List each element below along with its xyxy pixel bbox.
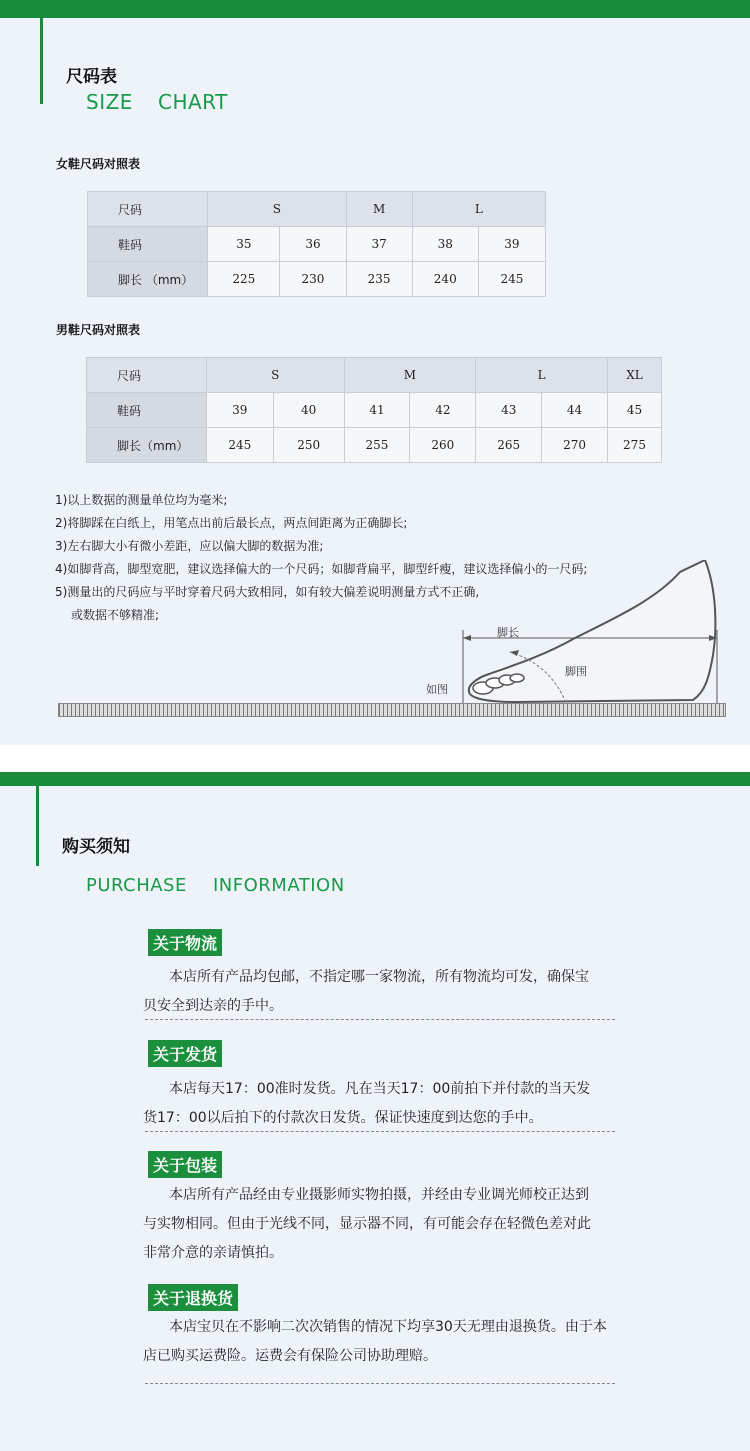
foot-length-cell: 230 (280, 262, 346, 297)
row-label: 尺码 (88, 192, 208, 227)
shoe-code-cell: 39 (206, 393, 273, 428)
paragraph-line: 本店所有产品经由专业摄影师实物拍摄，并经由专业调光师校正达到 (169, 1187, 589, 1203)
men-table-title: 男鞋尺码对照表 (56, 323, 141, 337)
paragraph-line: 本店所有产品均包邮，不指定哪一家物流，所有物流均可发，确保宝 (169, 969, 589, 985)
note-line: 4)如脚背高，脚型宽肥，建议选择偏大的一个尺码；如脚背扁平，脚型纤瘦，建议选择偏小的一尺码; (55, 562, 588, 576)
paragraph-line: 本店宝贝在不影响二次次销售的情况下均享30天无理由退换货。由于本 (169, 1319, 607, 1335)
foot-length-cell: 250 (273, 428, 344, 463)
table-row (88, 192, 546, 227)
paragraph-line: 非常介意的亲请慎拍。 (143, 1245, 283, 1261)
returns-text (143, 1313, 633, 1371)
foot-length-cell: 235 (346, 262, 412, 297)
size-cell: M (346, 192, 412, 227)
foot-length-cell: 270 (542, 428, 608, 463)
row-label: 鞋码 (87, 393, 207, 428)
shoe-code-cell: 41 (344, 393, 410, 428)
row-label: 鞋码 (88, 227, 208, 262)
foot-length-label: 脚长 (497, 626, 519, 639)
foot-length-cell: 245 (206, 428, 273, 463)
row-label: 脚长（mm） (87, 428, 207, 463)
dashed-divider (145, 1019, 615, 1020)
foot-length-cell: 265 (476, 428, 542, 463)
table-row (87, 428, 662, 463)
logistics-text (143, 963, 633, 1021)
foot-length-cell: 275 (608, 428, 662, 463)
dashed-divider (145, 1383, 615, 1384)
section-divider (0, 745, 750, 772)
paragraph-line: 与实物相同。但由于光线不同，显示器不同，有可能会存在轻微色差对此 (143, 1216, 591, 1232)
logistics-tag: 关于物流 (148, 929, 222, 956)
purchase-title-cn: 购买须知 (62, 837, 130, 857)
size-title-en-1: SIZE (86, 90, 133, 114)
paragraph-line: 店已购买运费险。运费会有保险公司协助理赔。 (143, 1348, 437, 1364)
foot-length-cell: 225 (208, 262, 280, 297)
size-cell: XL (608, 358, 662, 393)
shoe-code-cell: 45 (608, 393, 662, 428)
men-size-table (86, 357, 662, 463)
table-row (87, 358, 662, 393)
top-green-bar (0, 0, 750, 18)
purchase-title-en-1: PURCHASE (86, 875, 187, 896)
shoe-code-cell: 44 (542, 393, 608, 428)
shoe-code-cell: 37 (346, 227, 412, 262)
table-row (87, 393, 662, 428)
row-label: 尺码 (87, 358, 207, 393)
shoe-code-cell: 36 (280, 227, 346, 262)
size-title-en-2: CHART (158, 90, 228, 114)
shoe-code-cell: 42 (410, 393, 476, 428)
size-cell: M (344, 358, 476, 393)
foot-length-cell: 255 (344, 428, 410, 463)
table-row (88, 227, 546, 262)
paragraph-line: 贝安全到达亲的手中。 (143, 998, 283, 1014)
purchase-title-en-2: INFORMATION (213, 875, 345, 896)
foot-length-cell: 240 (412, 262, 478, 297)
shoe-code-cell: 43 (476, 393, 542, 428)
size-title-cn: 尺码表 (66, 67, 117, 87)
shoe-code-cell: 40 (273, 393, 344, 428)
note-line: 2)将脚踩在白纸上，用笔点出前后最长点，两点间距离为正确脚长; (55, 516, 408, 530)
size-cell: L (412, 192, 545, 227)
shoe-code-cell: 35 (208, 227, 280, 262)
foot-length-cell: 245 (478, 262, 545, 297)
women-size-table (87, 191, 546, 297)
shipping-tag: 关于发货 (148, 1040, 222, 1067)
paragraph-line: 货17：00以后拍下的付款次日发货。保证快速度到达您的手中。 (143, 1110, 543, 1126)
returns-tag: 关于退换货 (148, 1284, 238, 1311)
foot-length-cell: 260 (410, 428, 476, 463)
section-green-bar (0, 772, 750, 786)
as-shown-label: 如图 (426, 683, 448, 696)
note-line: 或数据不够精准; (71, 608, 160, 622)
foot-girth-label: 脚围 (565, 665, 587, 678)
note-line: 5)测量出的尺码应与平时穿着尺码大致相同，如有较大偏差说明测量方式不正确, (55, 585, 480, 599)
shoe-code-cell: 39 (478, 227, 545, 262)
shipping-text (143, 1075, 633, 1133)
women-table-title: 女鞋尺码对照表 (56, 157, 141, 171)
size-cell: S (208, 192, 346, 227)
accent-vertical-line (36, 786, 39, 866)
shoe-code-cell: 38 (412, 227, 478, 262)
note-line: 3)左右脚大小有微小差距，应以偏大脚的数据为准; (55, 539, 324, 553)
accent-vertical-line (40, 18, 43, 104)
ruler (58, 703, 726, 717)
row-label: 脚长 （mm） (88, 262, 208, 297)
packaging-tag: 关于包装 (148, 1151, 222, 1178)
note-line: 1)以上数据的测量单位均为毫米; (55, 493, 228, 507)
packaging-text (143, 1181, 633, 1268)
size-cell: S (206, 358, 344, 393)
size-cell: L (476, 358, 608, 393)
dashed-divider (145, 1131, 615, 1132)
table-row (88, 262, 546, 297)
paragraph-line: 本店每天17：00准时发货。凡在当天17：00前拍下并付款的当天发 (169, 1081, 591, 1097)
